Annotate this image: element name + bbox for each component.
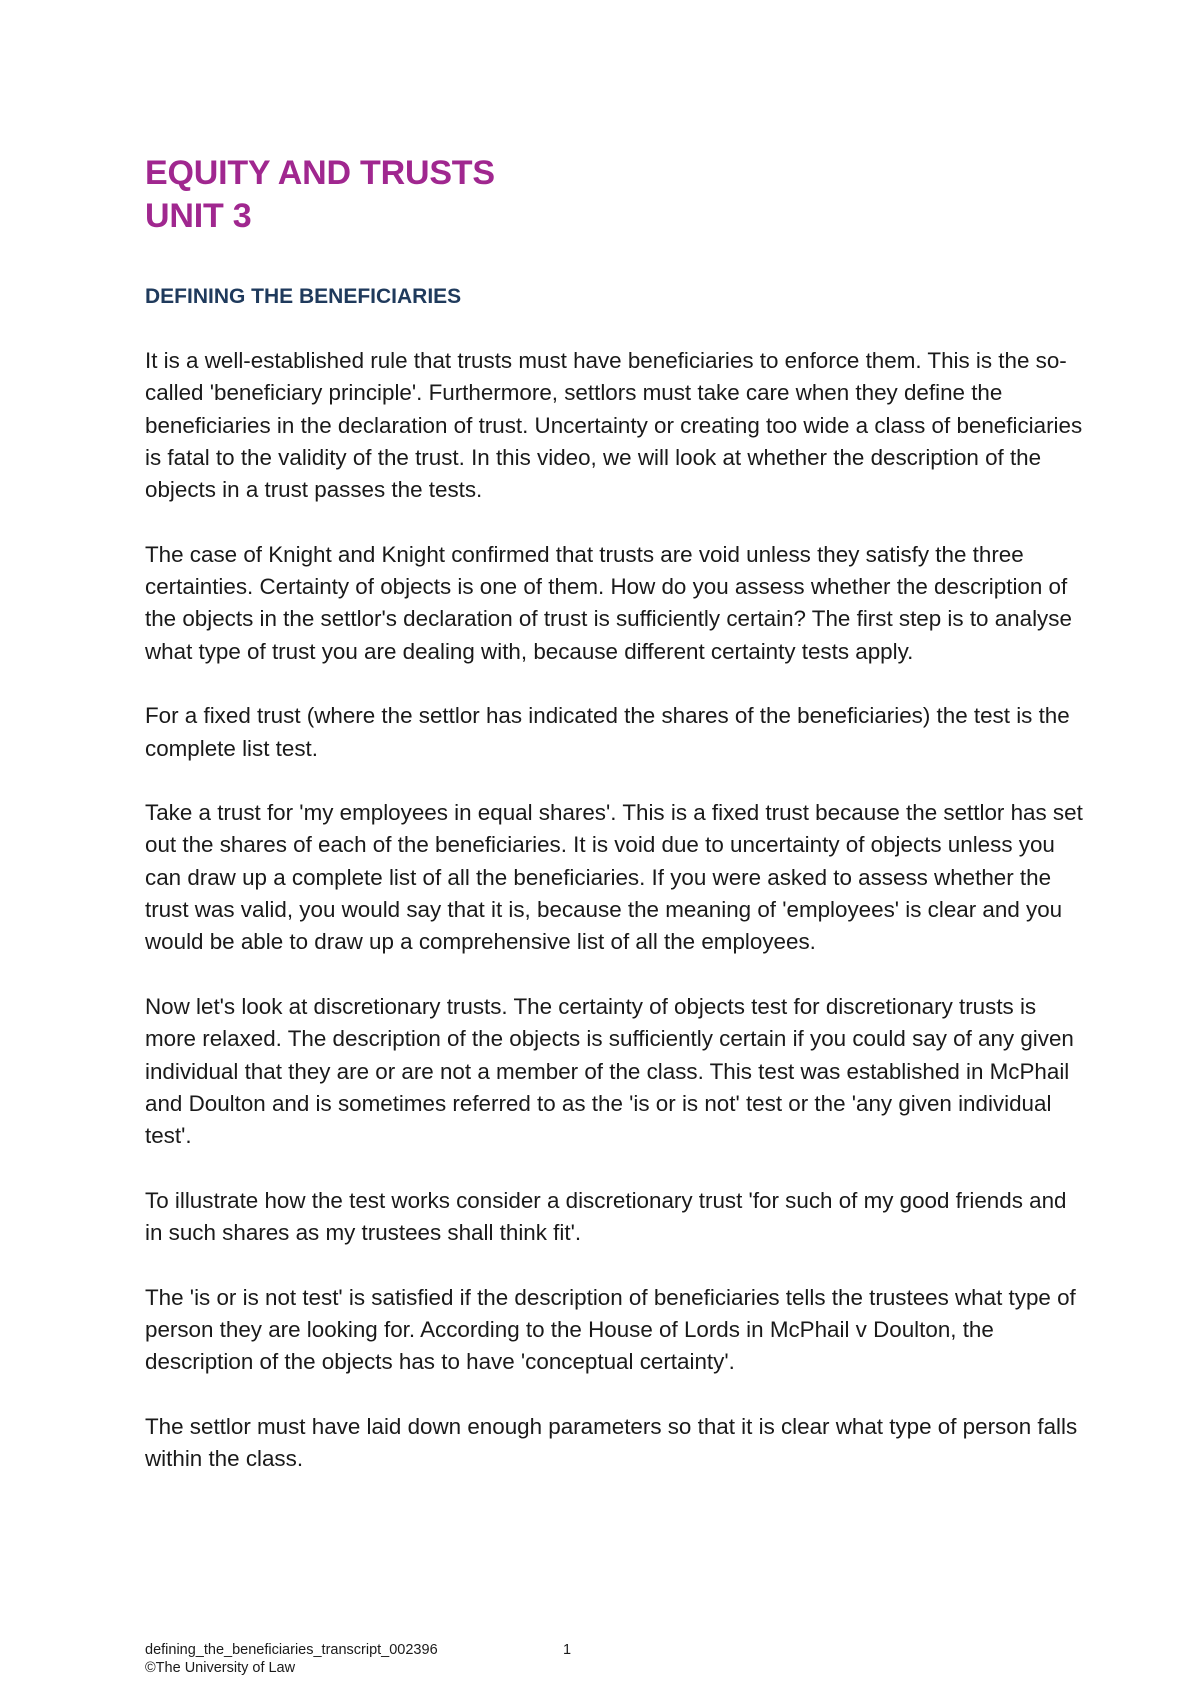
paragraph-three-certainties: The case of Knight and Knight confirmed that trusts are void unless they satisfy the three certainties. Certainty of objects is one of them. How do you assess whether the description of the objects in the settlor's declaration of trust is sufficiently certain? The first step is to analyse what type of trust you are dealing with, because different certainty tests apply. bbox=[145, 541, 1072, 664]
page-footer bbox=[145, 1641, 571, 1677]
paragraph-parameters: The settlor must have laid down enough parameters so that it is clear what type of person falls within the class. bbox=[145, 1413, 1078, 1472]
title-line-unit: UNIT 3 bbox=[145, 197, 252, 235]
section-heading: DEFINING THE BENEFICIARIES bbox=[145, 285, 462, 308]
paragraph-beneficiary-principle: It is a well-established rule that trusts must have beneficiaries to enforce them. This is the so-called 'beneficiary principle'. Furthermore, settlors must take care when they define the beneficiaries in the declaration of trust. Uncertainty or creating too wide a class of beneficiaries is fatal to the validity of the trust. In this video, we will look at whether the description of the objects in a trust passes the tests. bbox=[145, 348, 1083, 503]
paragraph-good-friends-example: To illustrate how the test works consider a discretionary trust 'for such of my good friends and in such shares as my trustees shall think fit'. bbox=[145, 1187, 1067, 1246]
body-text bbox=[145, 345, 1085, 1475]
document-title bbox=[145, 152, 495, 238]
paragraph-employees-example: Take a trust for 'my employees in equal shares'. This is a fixed trust because the settlor has set out the shares of each of the beneficiaries. It is void due to uncertainty of objects unless you can draw up a complete list of all the beneficiaries. If you were asked to assess whether the trust was valid, you would say that it is, because the meaning of 'employees' is clear and you would be able to draw up a comprehensive list of all the employees. bbox=[145, 800, 1083, 955]
paragraph-fixed-trust: For a fixed trust (where the settlor has indicated the shares of the beneficiaries) the test is the complete list test. bbox=[145, 703, 1070, 761]
paragraph-conceptual-certainty: The 'is or is not test' is satisfied if the description of beneficiaries tells the trustees what type of person they are looking for. According to the House of Lords in McPhail v Doulton, the description of the objects has to have 'conceptual certainty'. bbox=[145, 1284, 1076, 1375]
footer-page-number: 1 bbox=[563, 1642, 572, 1658]
paragraph-discretionary-trusts: Now let's look at discretionary trusts. The certainty of objects test for discretionary trusts is more relaxed. The description of the objects is sufficiently certain if you could say of any given individual that they are or are not a member of the class. This test was established in McPhail and Doulton and is sometimes referred to as the 'is or is not' test or the 'any given individual test'. bbox=[145, 993, 1074, 1149]
title-line-course: EQUITY AND TRUSTS bbox=[145, 154, 495, 192]
footer-copyright: ©The University of Law bbox=[145, 1660, 296, 1676]
footer-row bbox=[145, 1641, 571, 1659]
footer-filename: defining_the_beneficiaries_transcript_002396 bbox=[145, 1642, 438, 1658]
